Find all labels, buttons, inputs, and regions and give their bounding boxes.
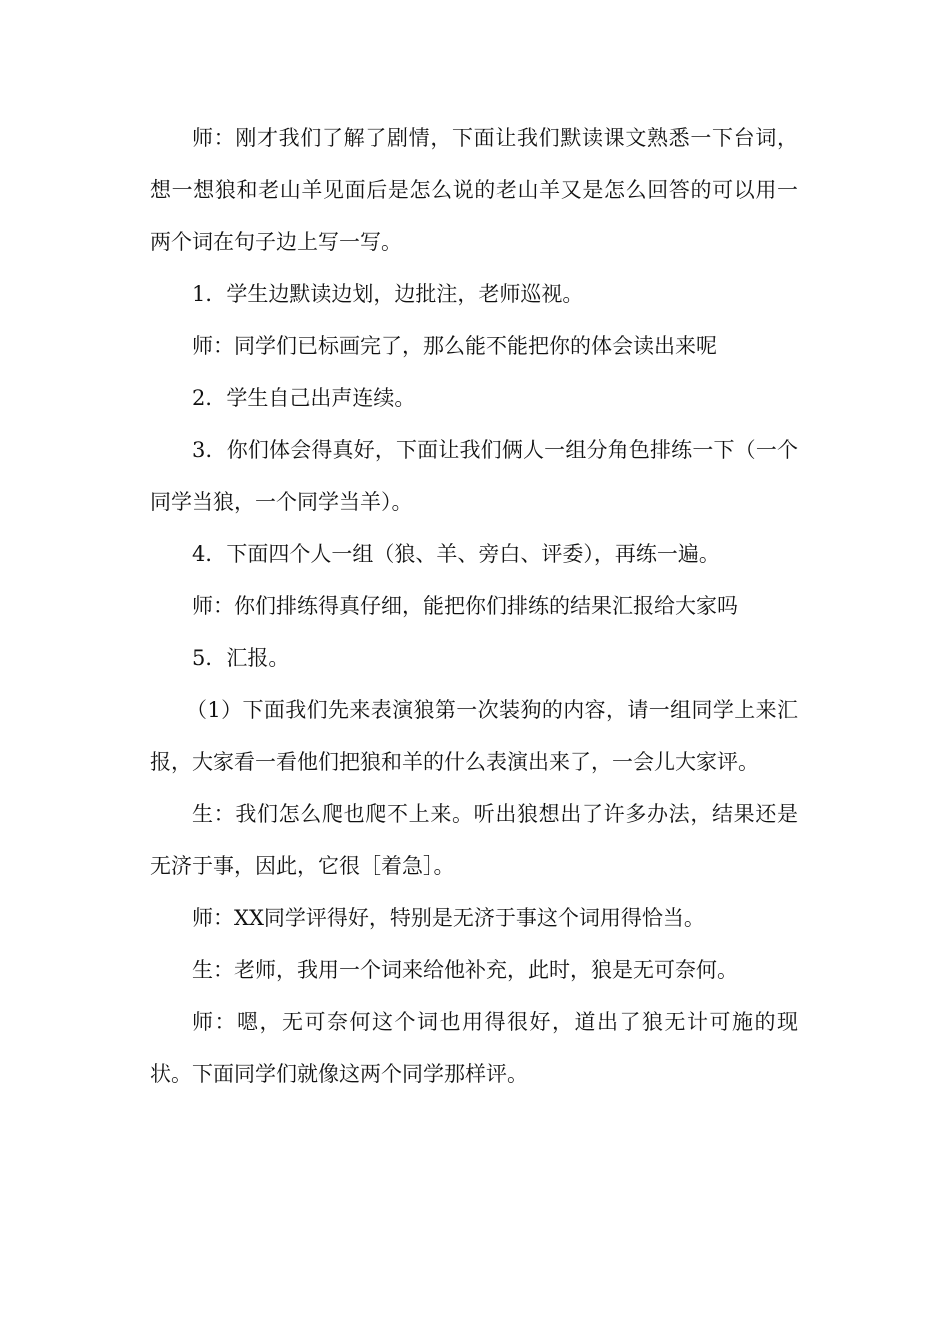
paragraph: 生：我们怎么爬也爬不上来。听出狼想出了许多办法，结果还是无济于事，因此，它很［着急］。 — [150, 802, 798, 878]
paragraph: 4．下面四个人一组（狼、羊、旁白、评委），再练一遍。 — [192, 542, 720, 566]
paragraph: 师：XX同学评得好，特别是无济于事这个词用得恰当。 — [192, 906, 705, 930]
document-body — [150, 112, 798, 1100]
paragraph: 1．学生边默读边划，边批注，老师巡视。 — [192, 282, 584, 306]
paragraph: 师：你们排练得真仔细，能把你们排练的结果汇报给大家吗 — [192, 594, 738, 618]
paragraph: 3．你们体会得真好，下面让我们俩人一组分角色排练一下（一个同学当狼，一个同学当羊）。 — [150, 438, 798, 514]
paragraph: 2．学生自己出声连续。 — [192, 386, 416, 410]
paragraph: 师：刚才我们了解了剧情，下面让我们默读课文熟悉一下台词，想一想狼和老山羊见面后是怎么说的老山羊又是怎么回答的可以用一两个词在句子边上写一写。 — [150, 126, 798, 254]
paragraph: 师：同学们已标画完了，那么能不能把你的体会读出来呢 — [192, 334, 717, 358]
paragraph: 生：老师，我用一个词来给他补充，此时，狼是无可奈何。 — [192, 958, 738, 982]
paragraph: （1）下面我们先来表演狼第一次装狗的内容，请一组同学上来汇报，大家看一看他们把狼和羊的什么表演出来了，一会儿大家评。 — [150, 698, 798, 774]
paragraph: 师：嗯，无可奈何这个词也用得很好，道出了狼无计可施的现状。下面同学们就像这两个同学那样评。 — [150, 1010, 798, 1086]
paragraph: 5．汇报。 — [192, 646, 290, 670]
